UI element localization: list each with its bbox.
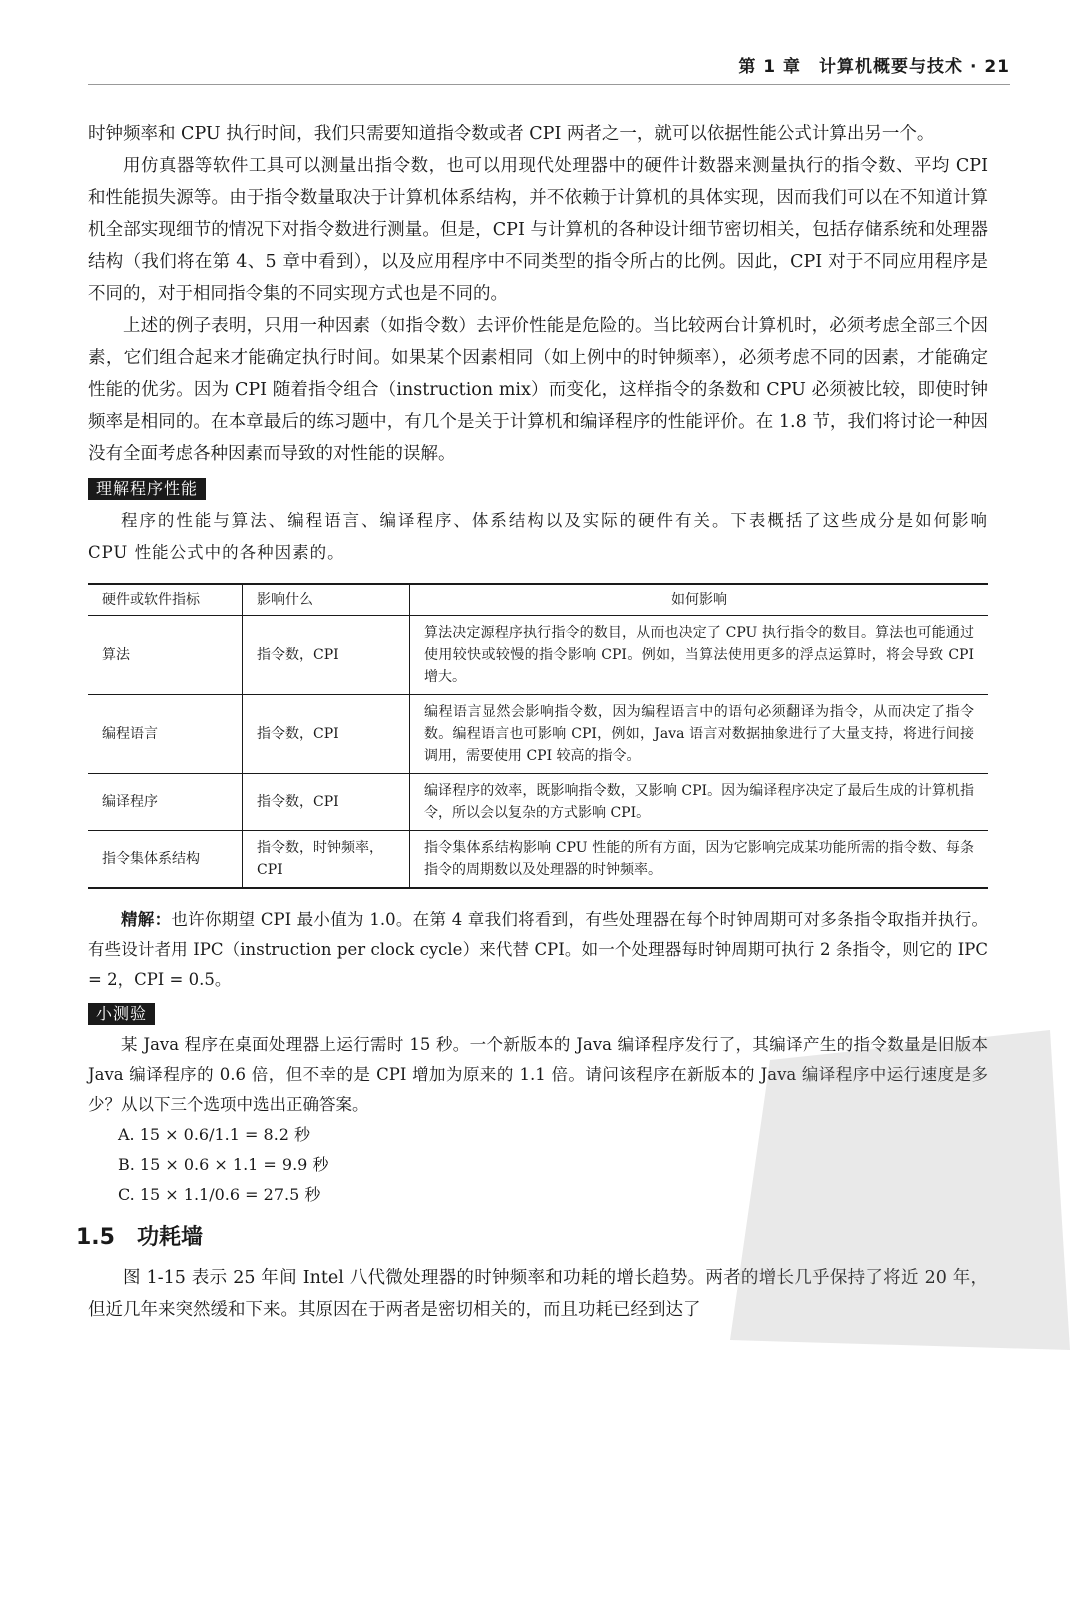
table-cell-component: 编译程序 (88, 774, 243, 831)
section-heading (76, 1222, 988, 1254)
section-number: 1.5 (76, 1225, 115, 1250)
table-header-component: 硬件或软件指标 (88, 584, 243, 616)
quiz-section (88, 1030, 988, 1210)
section-paragraph: 图 1-15 表示 25 年间 Intel 八代微处理器的时钟频率和功耗的增长趋势。两者的增长几乎保持了将近 20 年，但近几年来突然缓和下来。其原因在于两者是密切相关的，而且功耗已经到达了 (88, 1268, 988, 1320)
quiz-option-c: C. 15 × 1.1/0.6 = 27.5 秒 (118, 1185, 321, 1204)
table-row (88, 831, 988, 889)
paragraph-1: 时钟频率和 CPU 执行时间，我们只需要知道指令数或者 CPI 两者之一，就可以依据性能公式计算出另一个。 (88, 124, 935, 144)
table-header-how: 如何影响 (410, 584, 989, 616)
table-cell-component: 指令集体系结构 (88, 831, 243, 889)
table-cell-affects: 指令数，时钟频率，CPI (243, 831, 410, 889)
table-cell-how: 编译程序的效率，既影响指令数，又影响 CPI。因为编译程序决定了最后生成的计算机指令，所以会以复杂的方式影响 CPI。 (410, 774, 989, 831)
running-header: 第 1 章 计算机概要与技术 · 21 (738, 57, 1010, 77)
table-header-affects: 影响什么 (243, 584, 410, 616)
performance-factors-table (88, 583, 988, 889)
quiz-title: 小测验 (88, 1003, 155, 1025)
table-cell-component: 编程语言 (88, 695, 243, 774)
page-content (76, 118, 988, 1326)
paragraph-2: 用仿真器等软件工具可以测量出指令数，也可以用现代处理器中的硬件计数器来测量执行的指令数、平均 CPI 和性能损失源等。由于指令数量取决于计算机体系结构，并不依赖于计算机的具体实现，因而我们可以在不知道计算机全部实现细节的情况下对指令数进行测量。但是，CPI 与计算机的各种设计细节密切相关，包括存储系统和处理器结构（我们将在第 4、5 章中看到），以及应用程序中不同类型的指令所占的比例。因此，CPI 对于不同应用程序是不同的，对于相同指令集的不同实现方式也是不同的。 (88, 156, 988, 304)
table-cell-how: 算法决定源程序执行指令的数目，从而也决定了 CPU 执行指令的数目。算法也可能通过使用较快或较慢的指令影响 CPI。例如，当算法使用更多的浮点运算时，将会导致 CPI 增大。 (410, 616, 989, 695)
table-cell-component: 算法 (88, 616, 243, 695)
understanding-box-text: 程序的性能与算法、编程语言、编译程序、体系结构以及实际的硬件有关。下表概括了这些成分是如何影响 CPU 性能公式中的各种因素的。 (88, 511, 988, 562)
paragraph-3: 上述的例子表明，只用一种因素（如指令数）去评价性能是危险的。当比较两台计算机时，必须考虑全部三个因素，它们组合起来才能确定执行时间。如果某个因素相同（如上例中的时钟频率），必须考虑不同的因素，才能确定性能的优劣。因为 CPI 随着指令组合（instruction mix）而变化，这样指令的条数和 CPU 必须被比较，即使时钟频率是相同的。在本章最后的练习题中，有几个是关于计算机和编译程序的性能评价。在 1.8 节，我们将讨论一种因没有全面考虑各种因素而导致的对性能的误解。 (88, 316, 988, 464)
table-row (88, 695, 988, 774)
table-row (88, 774, 988, 831)
elaboration-label: 精解： (121, 910, 172, 929)
elaboration-note (88, 905, 988, 995)
table-cell-affects: 指令数，CPI (243, 616, 410, 695)
understanding-box-title: 理解程序性能 (88, 478, 206, 500)
quiz-option-b: B. 15 × 0.6 × 1.1 = 9.9 秒 (118, 1155, 329, 1174)
table-cell-affects: 指令数，CPI (243, 774, 410, 831)
table-cell-how: 编程语言显然会影响指令数，因为编程语言中的语句必须翻译为指令，从而决定了指令数。编程语言也可影响 CPI，例如，Java 语言对数据抽象进行了大量支持，将进行间接调用，需要使用 CPI 较高的指令。 (410, 695, 989, 774)
table-header-row (88, 584, 988, 616)
quiz-option-a: A. 15 × 0.6/1.1 = 8.2 秒 (118, 1125, 311, 1144)
elaboration-text: 也许你期望 CPI 最小值为 1.0。在第 4 章我们将看到，有些处理器在每个时钟周期可对多条指令取指并执行。有些设计者用 IPC（instruction per clock cycle）来代替 CPI。如一个处理器每时钟周期可执行 2 条指令，则它的 IPC = 2，CPI = 0.5。 (88, 910, 988, 989)
section-title: 功耗墙 (136, 1225, 203, 1250)
header-rule (88, 84, 1010, 85)
table-row (88, 616, 988, 695)
quiz-question: 某 Java 程序在桌面处理器上运行需时 15 秒。一个新版本的 Java 编译程序发行了，其编译产生的指令数量是旧版本 Java 编译程序的 0.6 倍，但不幸的是 CPI 增加为原来的 1.1 倍。请问该程序在新版本的 Java 编译程序中运行速度是多少？从以下三个选项中选出正确答案。 (88, 1035, 988, 1114)
table-cell-how: 指令集体系结构影响 CPU 性能的所有方面，因为它影响完成某功能所需的指令数、每条指令的周期数以及处理器的时钟频率。 (410, 831, 989, 889)
table-cell-affects: 指令数，CPI (243, 695, 410, 774)
